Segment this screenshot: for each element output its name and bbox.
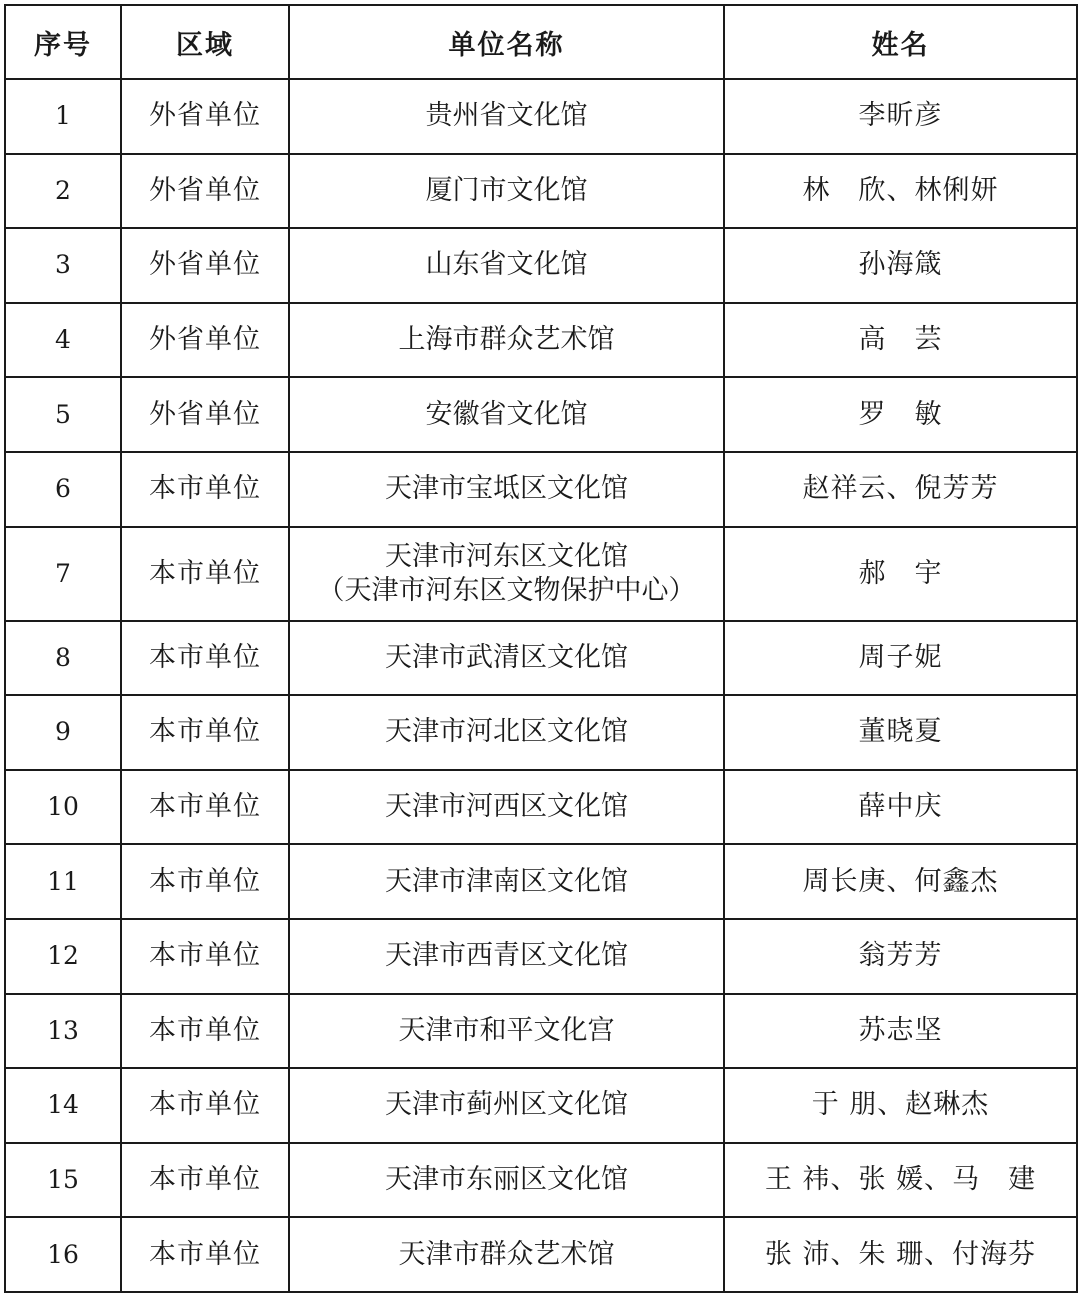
table-row	[5, 527, 1077, 621]
cell-no: 13	[5, 994, 121, 1069]
cell-unit: 天津市蓟州区文化馆	[289, 1068, 724, 1143]
table-row	[5, 621, 1077, 696]
table-row	[5, 303, 1077, 378]
cell-unit: 天津市津南区文化馆	[289, 844, 724, 919]
cell-name: 周长庚、何鑫杰	[724, 844, 1077, 919]
cell-name: 罗 敏	[724, 377, 1077, 452]
cell-no: 3	[5, 228, 121, 303]
cell-area: 本市单位	[121, 527, 289, 621]
header-unit: 单位名称	[289, 5, 724, 79]
cell-unit: 天津市宝坻区文化馆	[289, 452, 724, 527]
cell-area: 外省单位	[121, 303, 289, 378]
cell-unit: 天津市东丽区文化馆	[289, 1143, 724, 1218]
cell-name: 孙海箴	[724, 228, 1077, 303]
cell-area: 外省单位	[121, 79, 289, 154]
cell-area: 本市单位	[121, 695, 289, 770]
table-row	[5, 452, 1077, 527]
cell-name: 周子妮	[724, 621, 1077, 696]
cell-no: 1	[5, 79, 121, 154]
cell-name: 于 朋、赵琳杰	[724, 1068, 1077, 1143]
cell-name: 王 祎、张 媛、马 建	[724, 1143, 1077, 1218]
cell-no: 9	[5, 695, 121, 770]
cell-unit: 天津市河西区文化馆	[289, 770, 724, 845]
table-row	[5, 1068, 1077, 1143]
cell-unit: 天津市群众艺术馆	[289, 1217, 724, 1292]
cell-unit-line1: 天津市河东区文化馆	[385, 540, 628, 572]
table-row	[5, 79, 1077, 154]
cell-no: 12	[5, 919, 121, 994]
cell-area: 本市单位	[121, 1068, 289, 1143]
table-row	[5, 919, 1077, 994]
cell-no: 14	[5, 1068, 121, 1143]
cell-name: 林 欣、林俐妍	[724, 154, 1077, 229]
cell-unit: 山东省文化馆	[289, 228, 724, 303]
cell-area: 本市单位	[121, 770, 289, 845]
cell-no: 6	[5, 452, 121, 527]
cell-name: 张 沛、朱 珊、付海芬	[724, 1217, 1077, 1292]
cell-area: 外省单位	[121, 228, 289, 303]
cell-unit: 天津市河北区文化馆	[289, 695, 724, 770]
cell-unit: 天津市武清区文化馆	[289, 621, 724, 696]
table-row	[5, 695, 1077, 770]
cell-no: 4	[5, 303, 121, 378]
cell-no: 7	[5, 527, 121, 621]
header-area: 区域	[121, 5, 289, 79]
cell-name: 郝 宇	[724, 527, 1077, 621]
cell-no: 11	[5, 844, 121, 919]
header-no: 序号	[5, 5, 121, 79]
personnel-table	[4, 4, 1078, 1293]
cell-unit: 安徽省文化馆	[289, 377, 724, 452]
cell-no: 8	[5, 621, 121, 696]
cell-area: 本市单位	[121, 919, 289, 994]
cell-area: 外省单位	[121, 377, 289, 452]
cell-name: 高 芸	[724, 303, 1077, 378]
table-row	[5, 844, 1077, 919]
cell-name: 薛中庆	[724, 770, 1077, 845]
personnel-table-sheet	[4, 4, 1076, 1288]
cell-no: 2	[5, 154, 121, 229]
table-row	[5, 228, 1077, 303]
cell-area: 本市单位	[121, 994, 289, 1069]
cell-unit: 厦门市文化馆	[289, 154, 724, 229]
cell-area: 本市单位	[121, 1143, 289, 1218]
table-header-row	[5, 5, 1077, 79]
table-row	[5, 994, 1077, 1069]
cell-unit-line2: （天津市河东区文物保护中心）	[317, 574, 696, 606]
cell-area: 本市单位	[121, 621, 289, 696]
cell-name: 李昕彦	[724, 79, 1077, 154]
cell-area: 外省单位	[121, 154, 289, 229]
cell-no: 16	[5, 1217, 121, 1292]
cell-name: 赵祥云、倪芳芳	[724, 452, 1077, 527]
header-name: 姓名	[724, 5, 1077, 79]
cell-unit: 天津市西青区文化馆	[289, 919, 724, 994]
cell-unit: 天津市和平文化宫	[289, 994, 724, 1069]
cell-no: 15	[5, 1143, 121, 1218]
cell-area: 本市单位	[121, 1217, 289, 1292]
table-row	[5, 1143, 1077, 1218]
table-row	[5, 154, 1077, 229]
table-row	[5, 770, 1077, 845]
cell-unit: 上海市群众艺术馆	[289, 303, 724, 378]
cell-area: 本市单位	[121, 844, 289, 919]
cell-unit	[289, 527, 724, 621]
cell-name: 董晓夏	[724, 695, 1077, 770]
table-row	[5, 1217, 1077, 1292]
cell-no: 5	[5, 377, 121, 452]
table-row	[5, 377, 1077, 452]
cell-unit: 贵州省文化馆	[289, 79, 724, 154]
cell-name: 苏志坚	[724, 994, 1077, 1069]
cell-area: 本市单位	[121, 452, 289, 527]
cell-no: 10	[5, 770, 121, 845]
cell-name: 翁芳芳	[724, 919, 1077, 994]
